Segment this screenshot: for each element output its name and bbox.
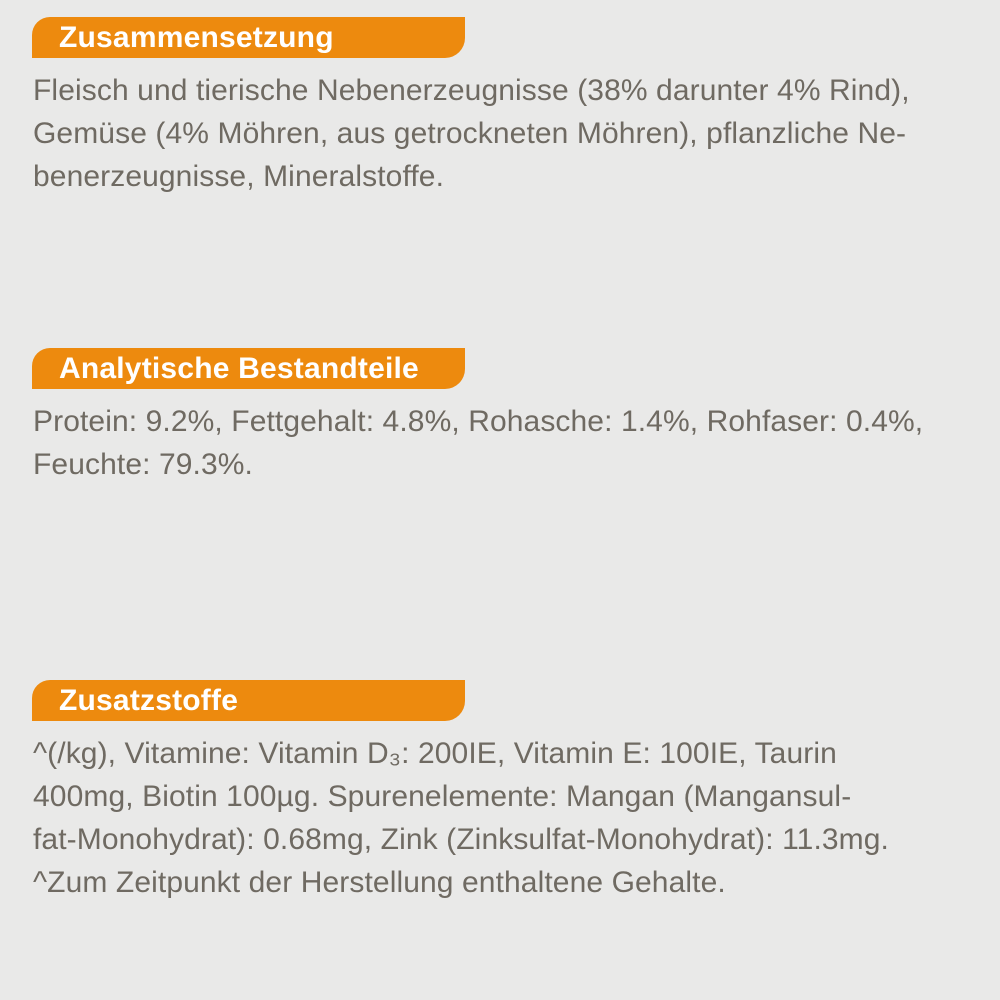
body-text-line: 400mg, Biotin 100µg. Spurenelemente: Mangan (Mangansul- bbox=[33, 780, 852, 813]
body-text-line: Protein: 9.2%, Fettgehalt: 4.8%, Rohasche: 1.4%, Rohfaser: 0.4%, bbox=[33, 405, 924, 438]
section-body-text bbox=[32, 400, 967, 486]
body-text-line: ^(/kg), Vitamine: Vitamin D₃: 200IE, Vitamin E: 100IE, Taurin bbox=[33, 737, 837, 770]
section-header-banner bbox=[32, 680, 465, 721]
body-text-line: fat-Monohydrat): 0.68mg, Zink (Zinksulfat-Monohydrat): 11.3mg. bbox=[33, 823, 889, 856]
section-additives bbox=[32, 680, 967, 904]
section-analytical-constituents bbox=[32, 348, 967, 486]
body-text-line: Feuchte: 79.3%. bbox=[33, 448, 253, 481]
body-text-line: benerzeugnisse, Mineralstoffe. bbox=[33, 160, 445, 193]
section-title: Zusatzstoffe bbox=[59, 683, 239, 717]
body-text-line: ^Zum Zeitpunkt der Herstellung enthaltene Gehalte. bbox=[33, 866, 726, 899]
section-body-text bbox=[32, 69, 967, 198]
section-composition bbox=[32, 17, 967, 198]
section-header-banner bbox=[32, 17, 465, 58]
section-header-banner bbox=[32, 348, 465, 389]
section-title: Zusammensetzung bbox=[59, 20, 334, 54]
body-text-line: Fleisch und tierische Nebenerzeugnisse (38% darunter 4% Rind), bbox=[33, 74, 910, 107]
body-text-line: Gemüse (4% Möhren, aus getrockneten Möhren), pflanzliche Ne- bbox=[33, 117, 907, 150]
section-body-text bbox=[32, 732, 967, 904]
section-title: Analytische Bestandteile bbox=[59, 351, 419, 385]
